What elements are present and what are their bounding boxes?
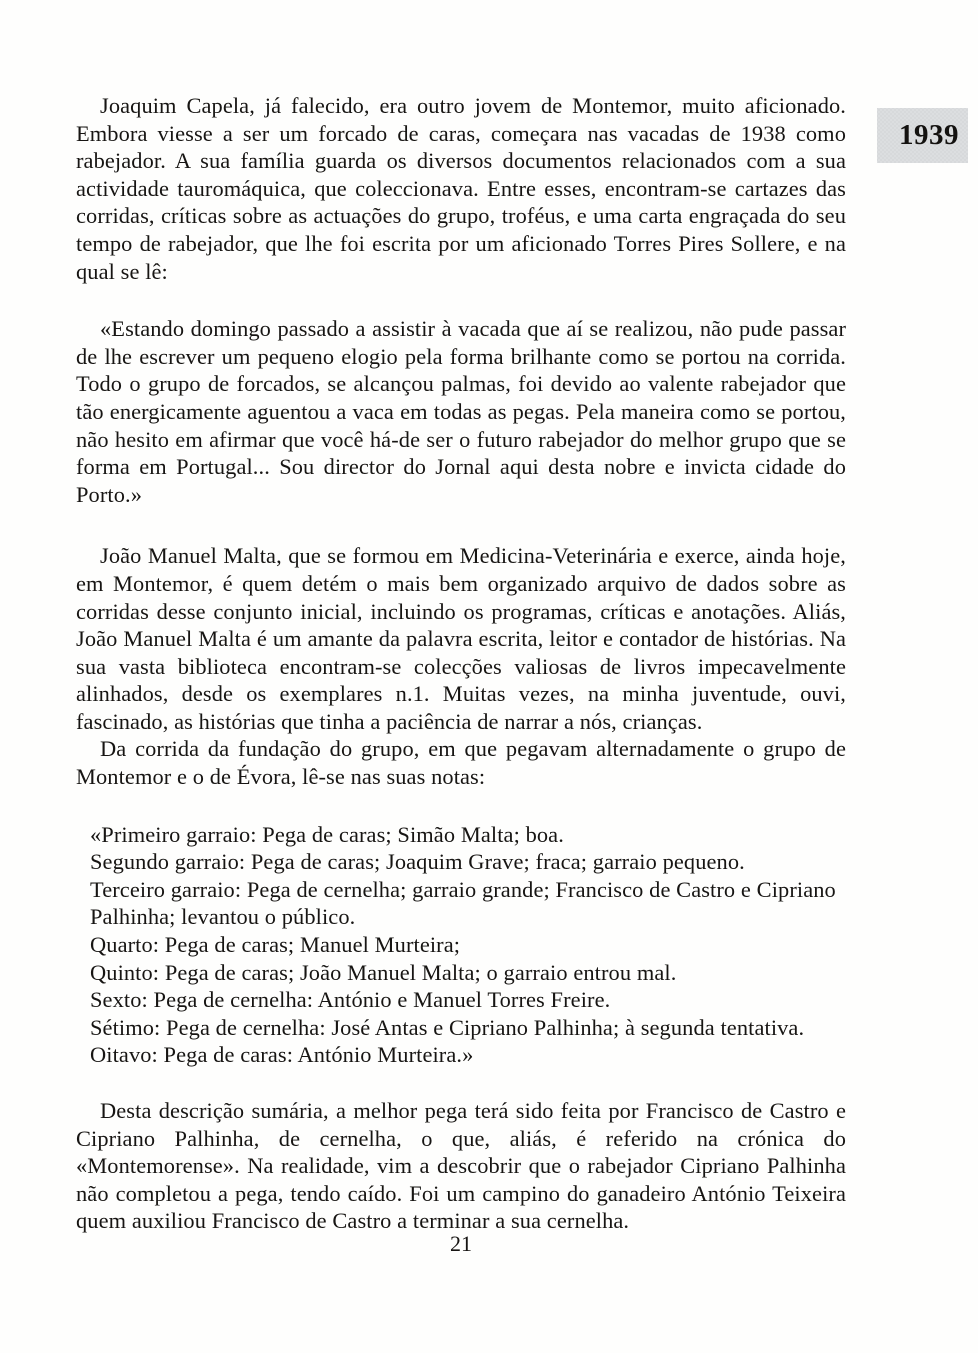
page-number: 21 — [450, 1231, 472, 1256]
list-item: Quarto: Pega de caras; Manuel Murteira; — [90, 932, 461, 958]
paragraph-da-corrida: Da corrida da fundação do grupo, em que pegavam alternadamente o grupo de Montemor e o de Évora, lê-se nas suas notas: — [76, 736, 846, 790]
paragraph-joaquim-capela: Joaquim Capela, já falecido, era outro jovem de Montemor, muito aficionado. Embora viesse a ser um forcado de caras, começara nas vacadas de 1938 como rabejador. A sua família guarda os diversos documentos relacionados com a sua actividade tauromáquica, que coleccionava. Entre esses, encontram-se cartazes das corridas, críticas sobre as actuações do grupo, troféus, e uma carta engraçada do seu tempo de rabejador, que lhe foi escrita por um aficionado Torres Pires Sollere, e na qual se lê: — [76, 93, 846, 284]
text-block — [76, 92, 846, 1235]
list-item: Oitavo: Pega de caras: António Murteira.» — [90, 1042, 474, 1068]
year-badge — [877, 108, 968, 163]
letter-quote: «Estando domingo passado a assistir à vacada que aí se realizou, não pude passar de lhe escrever um pequeno elogio pela forma brilhante como se portou na corrida. Todo o grupo de forcados, se alcançou palmas, foi devido ao valente rabejador que tão energicamente aguentou a vaca em todas as pegas. Pela maneira como se portou, não hesito em afirmar que você há-de ser o futuro rabejador do melhor grupo que se forma em Portugal... Sou director do Jornal aqui desta nobre e invicta cidade do Porto.» — [76, 316, 846, 507]
paragraph-desta-descricao: Desta descrição sumária, a melhor pega terá sido feita por Francisco de Castro e Cipriano Palhinha, de cernelha, o que, aliás, é referido na crónica do «Montemorense». Na realidade, vim a descobrir que o rabejador Cipriano Palhinha não completou a pega, tendo caído. Foi um campino do ganadeiro António Teixeira quem auxiliou Francisco de Castro a terminar a sua cernelha. — [76, 1098, 846, 1234]
list-item: Sexto: Pega de cernelha: António e Manuel Torres Freire. — [90, 987, 611, 1013]
notes-list — [90, 821, 840, 1069]
list-item: Quinto: Pega de caras; João Manuel Malta; o garraio entrou mal. — [90, 959, 677, 985]
year-badge-label: 1939 — [899, 119, 959, 151]
list-item: Sétimo: Pega de cernelha: José Antas e Cipriano Palhinha; à segunda tentativa. — [90, 1014, 805, 1040]
list-item: «Primeiro garraio: Pega de caras; Simão Malta; boa. — [90, 821, 564, 847]
paragraph-joao-manuel-malta: João Manuel Malta, que se formou em Medicina-Veterinária e exerce, ainda hoje, em Montemor, é quem detém o mais bem organizado arquivo de dados sobre as corridas desse conjunto inicial, incluindo os programas, críticas e anotações. Aliás, João Manuel Malta é um amante da palavra escrita, leitor e contador de histórias. Na sua vasta biblioteca encontram-se colecções valiosas de livros impecavelmente alinhados, desde os exemplares n.1. Muitas vezes, na minha juventude, ouvi, fascinado, as histórias que tinha a paciência de narrar a nós, crianças. — [76, 543, 846, 734]
list-item: Terceiro garraio: Pega de cernelha; garraio grande; Francisco de Castro e Cipriano Palhinha; levantou o público. — [90, 876, 836, 930]
list-item: Segundo garraio: Pega de caras; Joaquim Grave; fraca; garraio pequeno. — [90, 849, 745, 875]
